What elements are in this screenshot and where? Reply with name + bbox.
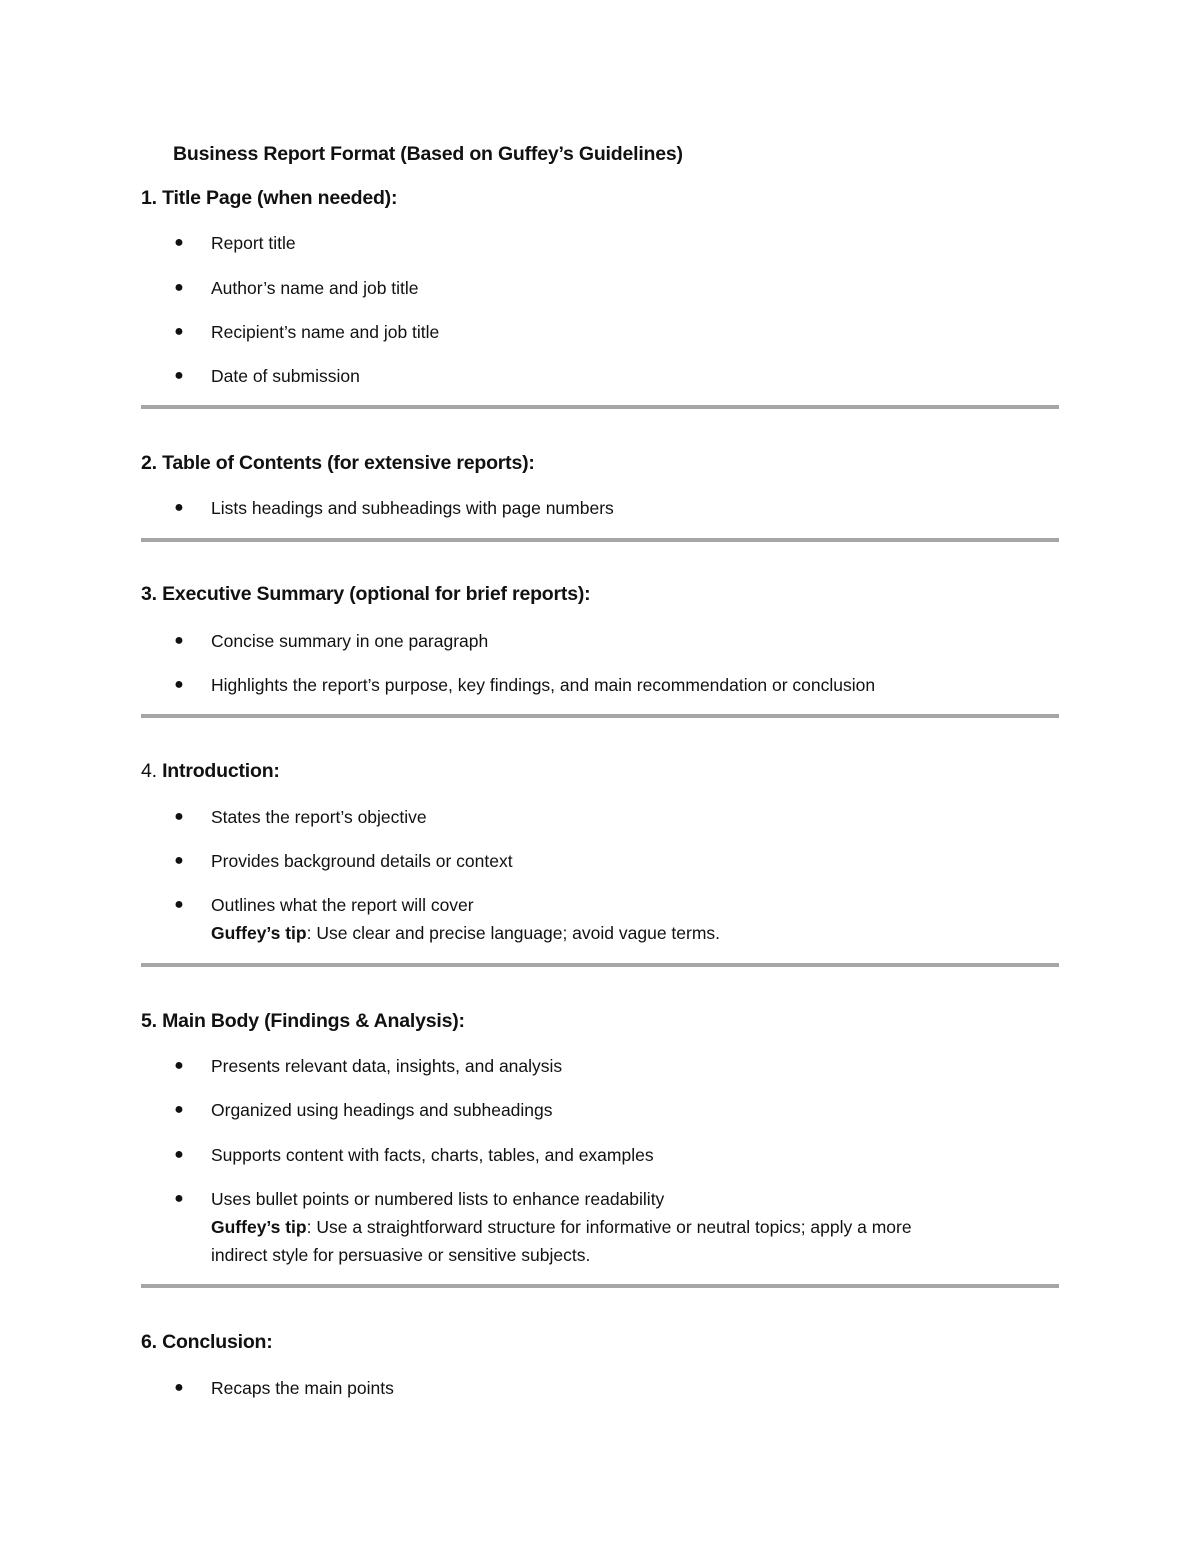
section-heading-main-body: 5. Main Body (Findings & Analysis): [141, 1010, 465, 1032]
bullet-icon: ● [174, 234, 184, 251]
horizontal-divider [141, 1284, 1059, 1288]
section-heading-introduction [141, 760, 280, 783]
bullet-icon: ● [174, 632, 184, 649]
guffey-tip [211, 1213, 1056, 1241]
horizontal-divider [141, 714, 1059, 718]
section-number: 4. [141, 760, 163, 782]
section-heading-conclusion: 6. Conclusion: [141, 1331, 273, 1353]
section-heading-executive-summary: 3. Executive Summary (optional for brief reports): [141, 583, 591, 605]
bullet-icon: ● [174, 279, 184, 296]
section-heading-title-page: 1. Title Page (when needed): [141, 187, 398, 209]
section-heading-label: Introduction: [162, 760, 280, 782]
document-title: Business Report Format (Based on Guffey’s Guidelines) [173, 143, 683, 165]
bullet-icon: ● [174, 1379, 184, 1396]
bullet-icon: ● [174, 808, 184, 825]
tip-label: Guffey’s tip [211, 1217, 307, 1237]
tip-text: : Use clear and precise language; avoid vague terms. [306, 923, 721, 943]
horizontal-divider [141, 405, 1059, 409]
horizontal-divider [141, 538, 1059, 542]
bullet-icon: ● [174, 1190, 184, 1207]
bullet-icon: ● [174, 367, 184, 384]
bullet-icon: ● [174, 852, 184, 869]
bullet-icon: ● [174, 896, 184, 913]
bullet-icon: ● [174, 1057, 184, 1074]
document-page: Business Report Format (Based on Guffey’s Guidelines) 1. Title Page (when needed): ● Report title ● Author’s name and job title ● Recipient’s name and job title ● Date of submission 2. Table of Contents (for extensive reports): ● Lists headings and subheadings with page numbers 3. Executive Summary (optional for brief reports): ● Concise summary in one paragraph ● Highlights the report’s purpose, key findings, and main recommendation or conclusion 4. Introduction: ● States the report’s objective ● Provides background details or context ● Outlines what the report will cover Guffey’s tip: Use clear and precise language; avoid vague terms. 5. Main Body (Findings & Analysis): ● Presents relevant data, insights, and analysis ● Organized using headings and subheadings ● Supports content with facts, charts, tables, and examples ● Uses bullet points or numbered lists to enhance readability Guffey’s tip: Use a straightforward structure for informative or neutral topics; apply a more indirect style for persuasive or sensitive subjects. 6. Conclusion: ● Recaps the main points [0, 0, 1200, 1553]
tip-text: : Use a straightforward structure for informative or neutral topics; apply a more [306, 1217, 912, 1237]
guffey-tip [211, 919, 1056, 947]
bullet-icon: ● [174, 1101, 184, 1118]
bullet-icon: ● [174, 1146, 184, 1163]
guffey-tip-continued: indirect style for persuasive or sensitive subjects. [211, 1245, 591, 1265]
bullet-icon: ● [174, 499, 184, 516]
bullet-icon: ● [174, 676, 184, 693]
bullet-icon: ● [174, 323, 184, 340]
horizontal-divider [141, 963, 1059, 967]
tip-label: Guffey’s tip [211, 923, 307, 943]
section-heading-table-of-contents: 2. Table of Contents (for extensive reports): [141, 452, 535, 474]
